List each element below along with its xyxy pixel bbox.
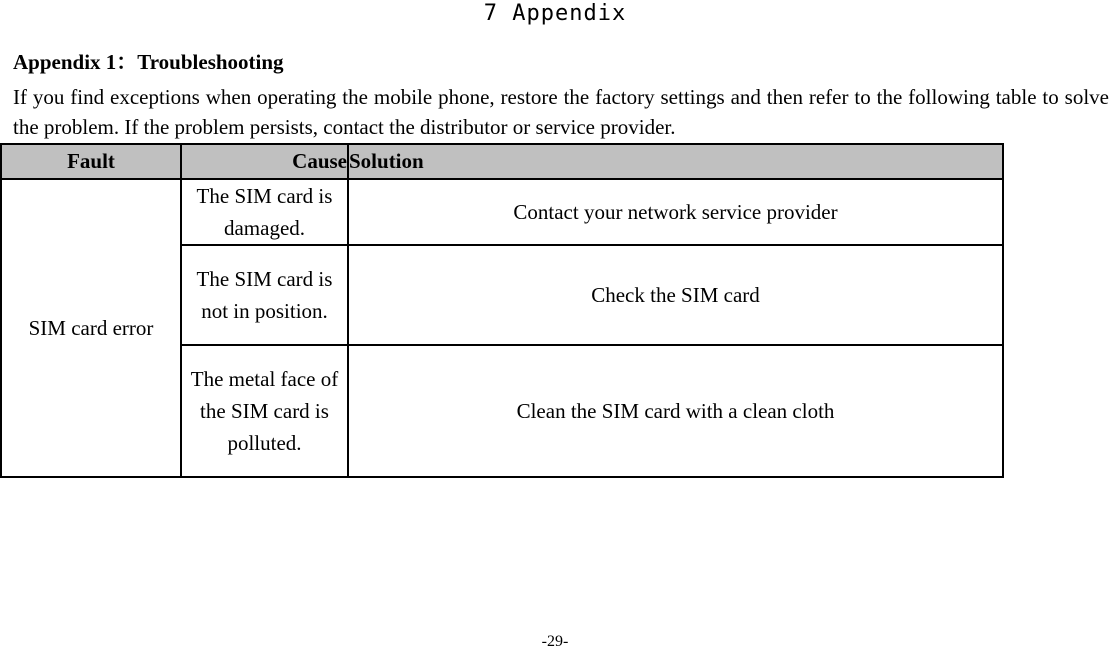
cause-cell: The metal face of the SIM card is polluted. xyxy=(181,345,348,477)
troubleshooting-table xyxy=(0,143,1004,478)
table-row xyxy=(1,179,1003,245)
fault-cell: SIM card error xyxy=(1,179,181,477)
cause-cell: The SIM card is not in position. xyxy=(181,245,348,345)
page-number: -29- xyxy=(541,633,569,650)
solution-cell: Check the SIM card xyxy=(348,245,1003,345)
solution-cell: Contact your network service provider xyxy=(348,179,1003,245)
solution-cell: Clean the SIM card with a clean cloth xyxy=(348,345,1003,477)
section-heading: Appendix 1：Troubleshooting xyxy=(13,50,284,74)
header-cause: Cause xyxy=(181,144,348,179)
cause-cell: The SIM card is damaged. xyxy=(181,179,348,245)
header-solution: Solution xyxy=(348,144,1003,179)
table-header-row xyxy=(1,144,1003,179)
chapter-title: 7 Appendix xyxy=(483,1,627,26)
intro-paragraph: If you find exceptions when operating the mobile phone, restore the factory settings and then refer to the following table to solve the problem. If the problem persists, contact the distributor or service provider. xyxy=(13,85,1109,139)
header-fault: Fault xyxy=(1,144,181,179)
